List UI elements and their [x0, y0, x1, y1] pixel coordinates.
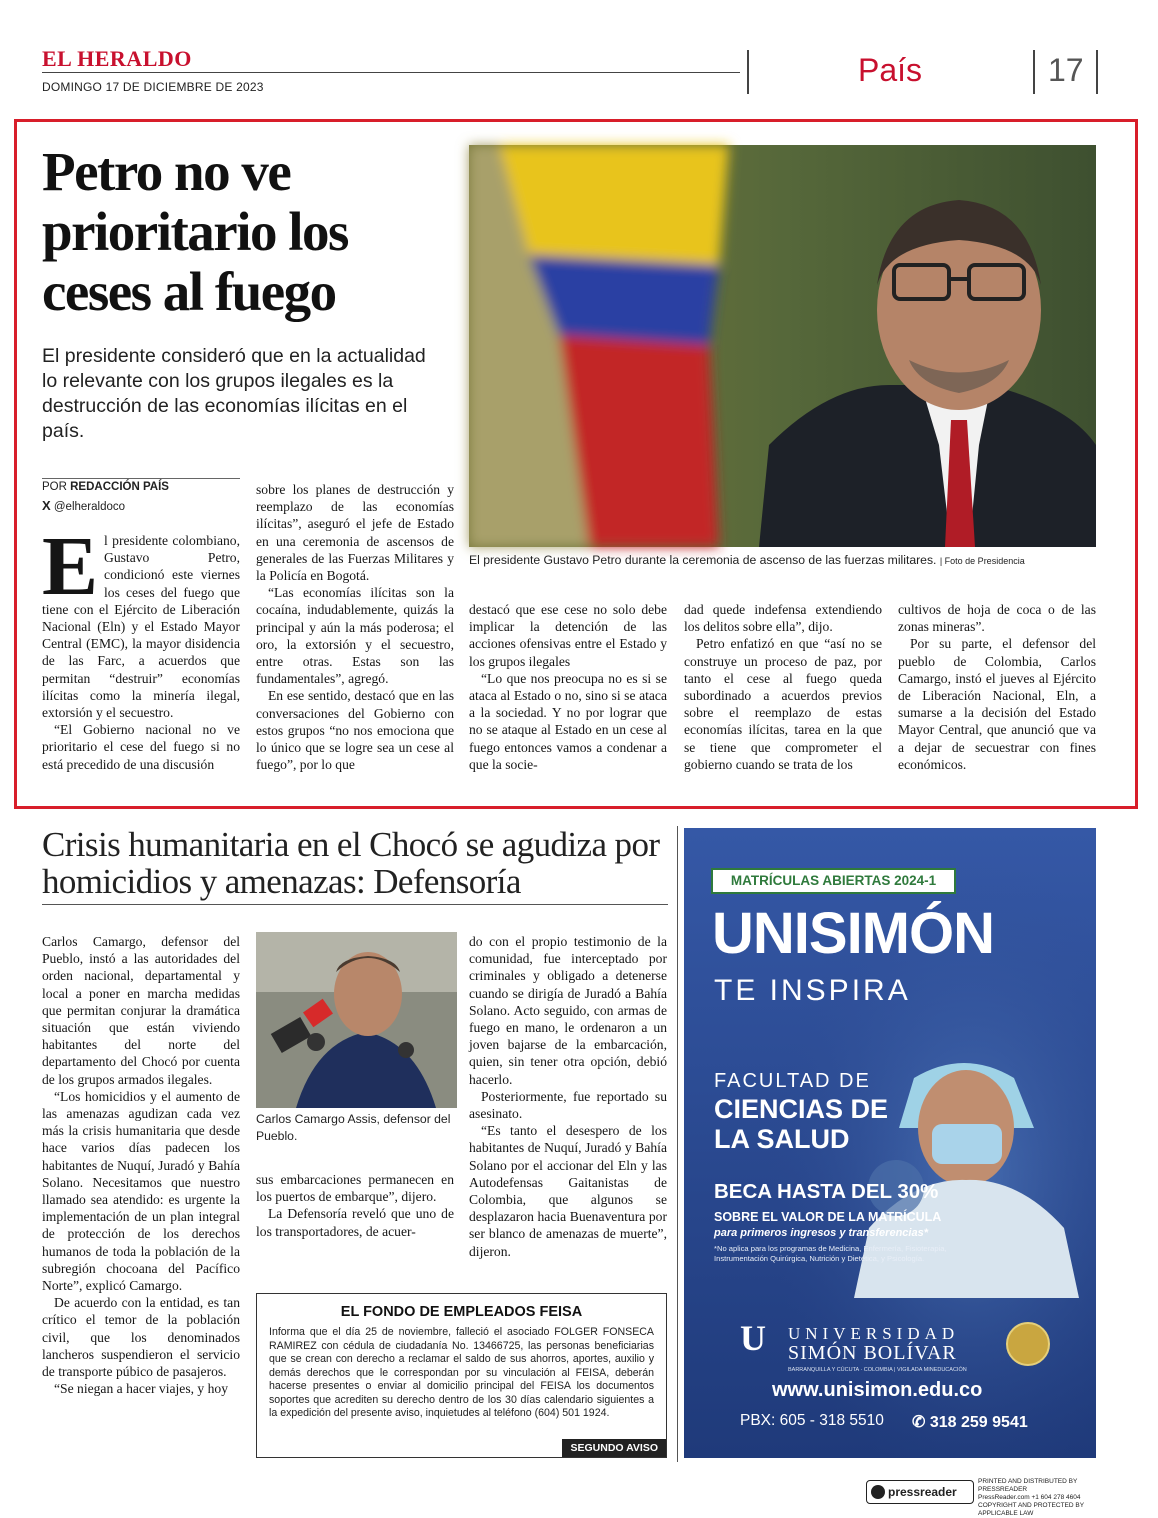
article-headline: Petro no ve prioritario los ceses al fuego: [42, 141, 348, 322]
header-divider: [1033, 50, 1035, 94]
header-divider: [747, 50, 749, 94]
pressreader-icon: [871, 1485, 885, 1499]
unisimon-logo-icon: U: [740, 1318, 766, 1358]
article-column-2: sobre los planes de destrucción y reemplazo de las economías ilícitas”, aseguró el jefe de Estado en una ceremonia de ascensos de generales de las Fuerzas Militares y la Policía en Bogotá. “Las economías ilícitas son la cocaína, indudablemente, quizás la principal y aún la más poderosa; el oro, la extorsión y el secuestro, entre otras. Estas son las fundamentales”, agregó. En ese sentido, destacó que en las conversaciones del Gobierno con estos grupos “no nos emociona que lo único que se logre sea un cese al fuego”, por lo que: [256, 482, 454, 773]
ad-website[interactable]: www.unisimon.edu.co: [772, 1379, 983, 1401]
ad-phone: PBX: 605 - 318 5510: [740, 1412, 884, 1429]
article-column-3: destacó que ese cese no solo debe implicar la detención de las acciones ofensivas entre el Estado y los grupos ilegales “Lo que nos preocupa no es si se ataca al Estado o no, sino si se ataca a la sociedad. Y no por lograr que no se ataque al Estado en un cese al fuego entonces vamos a condenar a que la socie-: [469, 602, 667, 772]
accreditation-seal-icon: [1006, 1322, 1050, 1366]
x-icon: X: [42, 498, 51, 513]
drop-cap: E: [42, 520, 99, 613]
faculty-name: CIENCIAS DE LA SALUD: [714, 1094, 889, 1154]
page-number: 17: [1048, 52, 1084, 88]
uni-name-line2: SIMÓN BOLÍVAR: [788, 1342, 957, 1364]
ad-brand: UNISIMÓN: [712, 901, 994, 966]
scholarship-sub2: para primeros ingresos y transferencias*: [714, 1227, 928, 1239]
faculty-label: FACULTAD DE: [714, 1070, 871, 1092]
byline: POR REDACCIÓN PAÍS: [42, 481, 169, 493]
petro-photo: [469, 145, 1096, 547]
scholarship-sub: SOBRE EL VALOR DE LA MATRÍCULA: [714, 1210, 942, 1224]
photo-caption: El presidente Gustavo Petro durante la ceremonia de ascenso de las fuerzas militares. | Foto de Presidencia: [469, 553, 1025, 567]
ad-whatsapp: ✆ 318 259 9541: [912, 1414, 1028, 1431]
social-handle: X @elheraldoco: [42, 498, 126, 513]
article2-headline: Crisis humanitaria en el Chocó se agudiza por homicidios y amenazas: Defensoría: [42, 825, 660, 901]
section-name: País: [858, 52, 923, 88]
article-subhead: El presidente consideró que en la actualidad lo relevante con los grupos ilegales es la destrucción de las economías ilícitas en el país.: [42, 345, 426, 442]
article2-column-2: sus embarcaciones permanecen en los puertos de embarque”, dijero. La Defensoría reveló que uno de los transportadores, de acuer-: [256, 1172, 454, 1239]
article2-column-1: Carlos Camargo, defensor del Pueblo, instó a las autoridades del orden nacional, departamental y local a poner en marcha medidas que permitan conjurar la dramática situación que están viviendo habitantes del norte del departamento del Chocó por cuenta de los grupos armados ilegales. “Los homicidios y el aumento de las amenazas agudizan cada vez más la crisis humanitaria que desde hace varios días padecen los habitantes de Nuquí, Juradó y Bahía Solano. Necesitamos que nuestro llamado sea atendido: es urgente la implementación de un plan integral de protección de los derechos humanos de toda la población de la subregión chocoana del Pacífico Norte”, explicó Camargo. De acuerdo con la entidad, es tan crítico el temor de la población civil, que los denominados lancheros suspendieron el servicio de transporte púbico de pasajeros. “Se niegan a hacer viajes, y hoy: [42, 934, 240, 1397]
photo-caption: Carlos Camargo Assis, defensor del Pueblo.: [256, 1112, 451, 1143]
article-column-1: El presidente colombiano, Gustavo Petro, condicionó este viernes los ceses del fuego que tiene con el Ejército de Liberación Nacional (Eln) y el Estado Mayor Central (EMC), la mayor disidencia de las Farc, a acuerdos que permitan “destruir” economías ilícitas como la minería ilegal, extorsión y el secuestro. “El Gobierno nacional no ve prioritario el cese del fuego si no está precedido de una discusión: [42, 520, 240, 772]
pressreader-footer: [866, 1478, 1098, 1517]
article2-column-3: do con el propio testimonio de la comunidad, fue interceptado por criminales y obligado a detenerse cuando se dirigía de Juradó a Bahía Solano. Acto seguido, con armas de fuego en mano, le ordenaron a un joven bajarse de la embarcación, quien, sin tener otra opción, debió hacerlo. Posteriormente, fue reportado su asesinato. “Es tanto el desespero de los habitantes de Nuquí, Juradó y Bahía Solano por el accionar del Eln y las Autodefensas Gaitanistas de Colombia, que algunos se desplazaron hacia Buenaventura por ser blanco de amenazas de muerte”, dijeron.: [469, 934, 667, 1259]
pressreader-text: PRINTED AND DISTRIBUTED BY PRESSREADER PressReader.com +1 604 278 4604 COPYRIGHT AND PROTECTED BY APPLICABLE LAW: [978, 1478, 1084, 1517]
pressreader-brand: pressreader: [888, 1485, 957, 1499]
newspaper-logo: EL HERALDO: [42, 46, 192, 71]
camargo-photo: [256, 932, 457, 1108]
notice-tag: SEGUNDO AVISO: [562, 1439, 666, 1457]
article-column-4: dad quede indefensa extendiendo los delitos sobre ella”, dijo. Petro enfatizó en que “así no se construye un proceso de paz, por tanto el cese al fuego queda subordinado a acuerdos previos sobre el reemplazo de estas economías ilícitas, tarea en la que se tiene que comprometer el gobierno cuando se trata de los: [684, 602, 882, 772]
article-column-5: cultivos de hoja de coca o de las zonas mineras”. Por su parte, el defensor del pueblo de Colombia, Carlos Camargo, instó el jueves al Ejército de Liberación Nacional, Eln, a sumarse a la decisión del Estado Mayor Central, que anunció que va a dejar de secuestrar con fines económicos.: [898, 602, 1096, 772]
obituary-notice: [256, 1293, 667, 1458]
scholarship-title: BECA HASTA DEL 30%: [714, 1180, 939, 1203]
header-divider: [1096, 50, 1098, 94]
uni-name-line1: UNIVERSIDAD: [788, 1324, 960, 1343]
byline-rule: [42, 478, 240, 479]
uni-small: BARRANQUILLA Y CÚCUTA · COLOMBIA | VIGILADA MINEDUCACIÓN: [788, 1367, 967, 1373]
scholarship-footnote: *No aplica para los programas de Medicina, Enfermería, Fisioterapia, Instrumentación Quirúrgica, Nutrición y Dietética, y Psicología.: [714, 1244, 947, 1263]
unisimon-advertisement[interactable]: [684, 828, 1096, 1458]
ad-tagline: TE INSPIRA: [714, 974, 911, 1007]
enrollment-badge: MATRÍCULAS ABIERTAS 2024-1: [711, 868, 956, 894]
notice-title: EL FONDO DE EMPLEADOS FEISA: [340, 1304, 583, 1320]
issue-date: DOMINGO 17 DE DICIEMBRE DE 2023: [42, 80, 264, 94]
notice-body: Informa que el día 25 de noviembre, falleció el asociado FOLGER FONSECA RAMIREZ con cédula de ciudadanía No. 13466725, las personas beneficiarias que se crean con derecho a reclamar el saldo de sus ahorros, aportes, auxilio y demás derechos que le correspondan por su vinculación al FEISA, deberán hacerse presentes o enviar al domicilio principal del FEISA los documentos soportes que acrediten su derecho dentro de los 30 días calendario siguientes a la expedición del presente aviso, inquietudes al teléfono (604) 501 1924.: [269, 1326, 654, 1419]
column-divider: [677, 826, 678, 1462]
header-rule: [42, 72, 740, 73]
headline-rule: [42, 904, 668, 905]
whatsapp-icon: ✆: [912, 1414, 926, 1431]
